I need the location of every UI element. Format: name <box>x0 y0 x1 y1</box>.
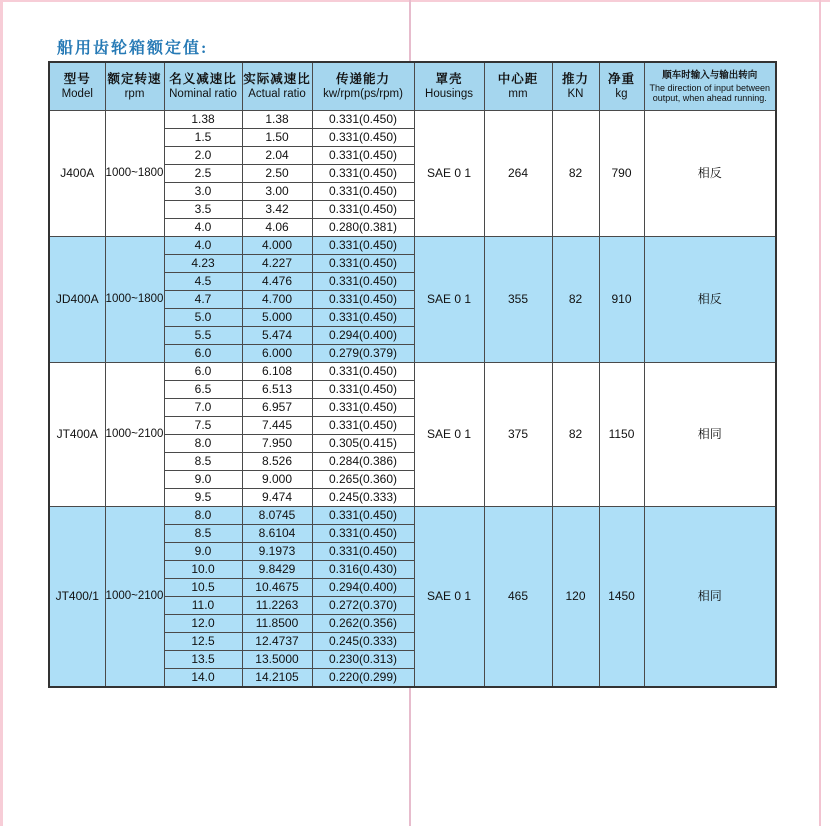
cell-housing: SAE 0 1 <box>414 111 484 237</box>
cell-actual-ratio: 4.000 <box>242 237 312 255</box>
cell-thrust: 82 <box>552 111 599 237</box>
cell-nominal-ratio: 6.0 <box>164 363 242 381</box>
column-header-zh-label: 顺车时输入与输出转向 <box>662 69 758 81</box>
cell-center-distance: 375 <box>484 363 552 507</box>
cell-capacity: 0.331(0.450) <box>312 147 414 165</box>
column-header-zh-label: 型号 <box>63 72 91 87</box>
column-header-rpm <box>105 62 164 111</box>
cell-nominal-ratio: 4.5 <box>164 273 242 291</box>
cell-nominal-ratio: 13.5 <box>164 651 242 669</box>
cell-center-distance: 264 <box>484 111 552 237</box>
column-header-zh-label: 罩壳 <box>435 72 463 87</box>
cell-nominal-ratio: 3.5 <box>164 201 242 219</box>
cell-capacity: 0.294(0.400) <box>312 327 414 345</box>
cell-capacity: 0.305(0.415) <box>312 435 414 453</box>
table-header <box>49 62 776 111</box>
column-header-net-weight <box>599 62 644 111</box>
cell-nominal-ratio: 10.5 <box>164 579 242 597</box>
cell-capacity: 0.245(0.333) <box>312 489 414 507</box>
table-row <box>49 363 776 381</box>
cell-thrust: 120 <box>552 507 599 688</box>
cell-actual-ratio: 6.513 <box>242 381 312 399</box>
cell-actual-ratio: 6.108 <box>242 363 312 381</box>
column-header-thrust <box>552 62 599 111</box>
cell-housing: SAE 0 1 <box>414 237 484 363</box>
cell-capacity: 0.279(0.379) <box>312 345 414 363</box>
cell-capacity: 0.331(0.450) <box>312 237 414 255</box>
cell-actual-ratio: 1.50 <box>242 129 312 147</box>
cell-nominal-ratio: 12.0 <box>164 615 242 633</box>
page-edge-top-line <box>0 0 830 2</box>
cell-model: JT400A <box>49 363 105 507</box>
cell-capacity: 0.265(0.360) <box>312 471 414 489</box>
cell-capacity: 0.280(0.381) <box>312 219 414 237</box>
cell-capacity: 0.331(0.450) <box>312 273 414 291</box>
cell-nominal-ratio: 5.0 <box>164 309 242 327</box>
cell-capacity: 0.284(0.386) <box>312 453 414 471</box>
column-header-zh-label: 额定转速 <box>107 72 162 87</box>
column-header-capacity <box>312 62 414 111</box>
cell-nominal-ratio: 4.0 <box>164 219 242 237</box>
cell-nominal-ratio: 4.23 <box>164 255 242 273</box>
cell-actual-ratio: 14.2105 <box>242 669 312 688</box>
column-header-en-label: kw/rpm(ps/rpm) <box>323 88 403 101</box>
cell-actual-ratio: 1.38 <box>242 111 312 129</box>
cell-actual-ratio: 9.474 <box>242 489 312 507</box>
cell-actual-ratio: 4.227 <box>242 255 312 273</box>
cell-nominal-ratio: 4.7 <box>164 291 242 309</box>
cell-nominal-ratio: 8.0 <box>164 507 242 525</box>
column-header-en-label: rpm <box>124 88 145 101</box>
cell-nominal-ratio: 8.0 <box>164 435 242 453</box>
cell-housing: SAE 0 1 <box>414 507 484 688</box>
cell-actual-ratio: 5.000 <box>242 309 312 327</box>
cell-actual-ratio: 8.0745 <box>242 507 312 525</box>
cell-capacity: 0.245(0.333) <box>312 633 414 651</box>
column-header-zh-label: 实际减速比 <box>243 72 311 87</box>
column-header-direction <box>644 62 776 111</box>
cell-nominal-ratio: 10.0 <box>164 561 242 579</box>
cell-direction: 相同 <box>644 507 776 688</box>
cell-actual-ratio: 2.50 <box>242 165 312 183</box>
cell-capacity: 0.262(0.356) <box>312 615 414 633</box>
column-header-nominal-ratio <box>164 62 242 111</box>
cell-capacity: 0.272(0.370) <box>312 597 414 615</box>
cell-actual-ratio: 6.000 <box>242 345 312 363</box>
page-edge-right-line <box>819 0 821 826</box>
cell-capacity: 0.331(0.450) <box>312 165 414 183</box>
cell-nominal-ratio: 1.38 <box>164 111 242 129</box>
column-header-zh-label: 传递能力 <box>335 72 390 87</box>
cell-actual-ratio: 8.526 <box>242 453 312 471</box>
cell-nominal-ratio: 4.0 <box>164 237 242 255</box>
cell-center-distance: 465 <box>484 507 552 688</box>
cell-rpm: 1000~2100 <box>105 363 164 507</box>
cell-actual-ratio: 3.00 <box>242 183 312 201</box>
cell-model: JT400/1 <box>49 507 105 688</box>
cell-net-weight: 1450 <box>599 507 644 688</box>
cell-center-distance: 355 <box>484 237 552 363</box>
cell-capacity: 0.230(0.313) <box>312 651 414 669</box>
cell-nominal-ratio: 6.0 <box>164 345 242 363</box>
cell-capacity: 0.331(0.450) <box>312 255 414 273</box>
column-header-en-label: Nominal ratio <box>169 88 237 101</box>
cell-capacity: 0.331(0.450) <box>312 525 414 543</box>
cell-actual-ratio: 5.474 <box>242 327 312 345</box>
table-row <box>49 507 776 525</box>
cell-nominal-ratio: 5.5 <box>164 327 242 345</box>
cell-actual-ratio: 6.957 <box>242 399 312 417</box>
column-header-actual-ratio <box>242 62 312 111</box>
cell-nominal-ratio: 8.5 <box>164 525 242 543</box>
cell-capacity: 0.331(0.450) <box>312 399 414 417</box>
cell-model: J400A <box>49 111 105 237</box>
cell-direction: 相反 <box>644 237 776 363</box>
cell-capacity: 0.331(0.450) <box>312 507 414 525</box>
cell-nominal-ratio: 1.5 <box>164 129 242 147</box>
cell-actual-ratio: 3.42 <box>242 201 312 219</box>
cell-capacity: 0.331(0.450) <box>312 363 414 381</box>
cell-capacity: 0.331(0.450) <box>312 111 414 129</box>
cell-actual-ratio: 10.4675 <box>242 579 312 597</box>
cell-actual-ratio: 11.2263 <box>242 597 312 615</box>
cell-net-weight: 1150 <box>599 363 644 507</box>
cell-nominal-ratio: 14.0 <box>164 669 242 688</box>
column-header-zh-label: 名义减速比 <box>169 72 237 87</box>
cell-nominal-ratio: 12.5 <box>164 633 242 651</box>
column-header-en-label: mm <box>508 88 528 101</box>
column-header-zh-label: 中心距 <box>497 72 539 87</box>
cell-actual-ratio: 9.000 <box>242 471 312 489</box>
page-edge-left-line <box>0 0 3 826</box>
cell-nominal-ratio: 9.5 <box>164 489 242 507</box>
table-body <box>49 111 776 688</box>
cell-capacity: 0.331(0.450) <box>312 543 414 561</box>
column-header-housings <box>414 62 484 111</box>
cell-actual-ratio: 13.5000 <box>242 651 312 669</box>
cell-capacity: 0.331(0.450) <box>312 417 414 435</box>
cell-nominal-ratio: 7.5 <box>164 417 242 435</box>
cell-capacity: 0.316(0.430) <box>312 561 414 579</box>
cell-nominal-ratio: 9.0 <box>164 471 242 489</box>
column-header-center-distance <box>484 62 552 111</box>
table-row <box>49 237 776 255</box>
cell-actual-ratio: 9.8429 <box>242 561 312 579</box>
cell-capacity: 0.331(0.450) <box>312 183 414 201</box>
cell-capacity: 0.331(0.450) <box>312 381 414 399</box>
cell-nominal-ratio: 6.5 <box>164 381 242 399</box>
cell-capacity: 0.220(0.299) <box>312 669 414 688</box>
cell-nominal-ratio: 11.0 <box>164 597 242 615</box>
column-header-model <box>49 62 105 111</box>
cell-actual-ratio: 12.4737 <box>242 633 312 651</box>
column-header-en-label: The direction of input between output, when ahead running. <box>649 82 771 103</box>
cell-nominal-ratio: 2.0 <box>164 147 242 165</box>
column-header-en-label: kg <box>615 88 628 101</box>
cell-actual-ratio: 11.8500 <box>242 615 312 633</box>
cell-thrust: 82 <box>552 237 599 363</box>
page-title: 船用齿轮箱额定值: <box>57 40 209 57</box>
cell-nominal-ratio: 2.5 <box>164 165 242 183</box>
column-header-en-label: Model <box>61 88 93 101</box>
column-header-zh-label: 推力 <box>561 72 589 87</box>
cell-net-weight: 790 <box>599 111 644 237</box>
cell-capacity: 0.331(0.450) <box>312 129 414 147</box>
cell-rpm: 1000~1800 <box>105 111 164 237</box>
gearbox-ratings-table <box>48 61 777 688</box>
cell-direction: 相反 <box>644 111 776 237</box>
header-row <box>49 62 776 111</box>
cell-actual-ratio: 8.6104 <box>242 525 312 543</box>
column-header-zh-label: 净重 <box>607 72 635 87</box>
cell-actual-ratio: 9.1973 <box>242 543 312 561</box>
cell-actual-ratio: 4.700 <box>242 291 312 309</box>
cell-actual-ratio: 7.950 <box>242 435 312 453</box>
cell-capacity: 0.294(0.400) <box>312 579 414 597</box>
cell-housing: SAE 0 1 <box>414 363 484 507</box>
cell-actual-ratio: 7.445 <box>242 417 312 435</box>
cell-model: JD400A <box>49 237 105 363</box>
cell-nominal-ratio: 7.0 <box>164 399 242 417</box>
cell-direction: 相同 <box>644 363 776 507</box>
column-header-en-label: KN <box>567 88 584 101</box>
cell-rpm: 1000~2100 <box>105 507 164 688</box>
cell-net-weight: 910 <box>599 237 644 363</box>
cell-actual-ratio: 4.476 <box>242 273 312 291</box>
table-row <box>49 111 776 129</box>
cell-rpm: 1000~1800 <box>105 237 164 363</box>
cell-actual-ratio: 4.06 <box>242 219 312 237</box>
cell-thrust: 82 <box>552 363 599 507</box>
column-header-en-label: Housings <box>425 88 473 101</box>
cell-capacity: 0.331(0.450) <box>312 309 414 327</box>
column-header-en-label: Actual ratio <box>248 88 306 101</box>
cell-nominal-ratio: 8.5 <box>164 453 242 471</box>
cell-capacity: 0.331(0.450) <box>312 291 414 309</box>
cell-actual-ratio: 2.04 <box>242 147 312 165</box>
cell-nominal-ratio: 9.0 <box>164 543 242 561</box>
cell-capacity: 0.331(0.450) <box>312 201 414 219</box>
cell-nominal-ratio: 3.0 <box>164 183 242 201</box>
